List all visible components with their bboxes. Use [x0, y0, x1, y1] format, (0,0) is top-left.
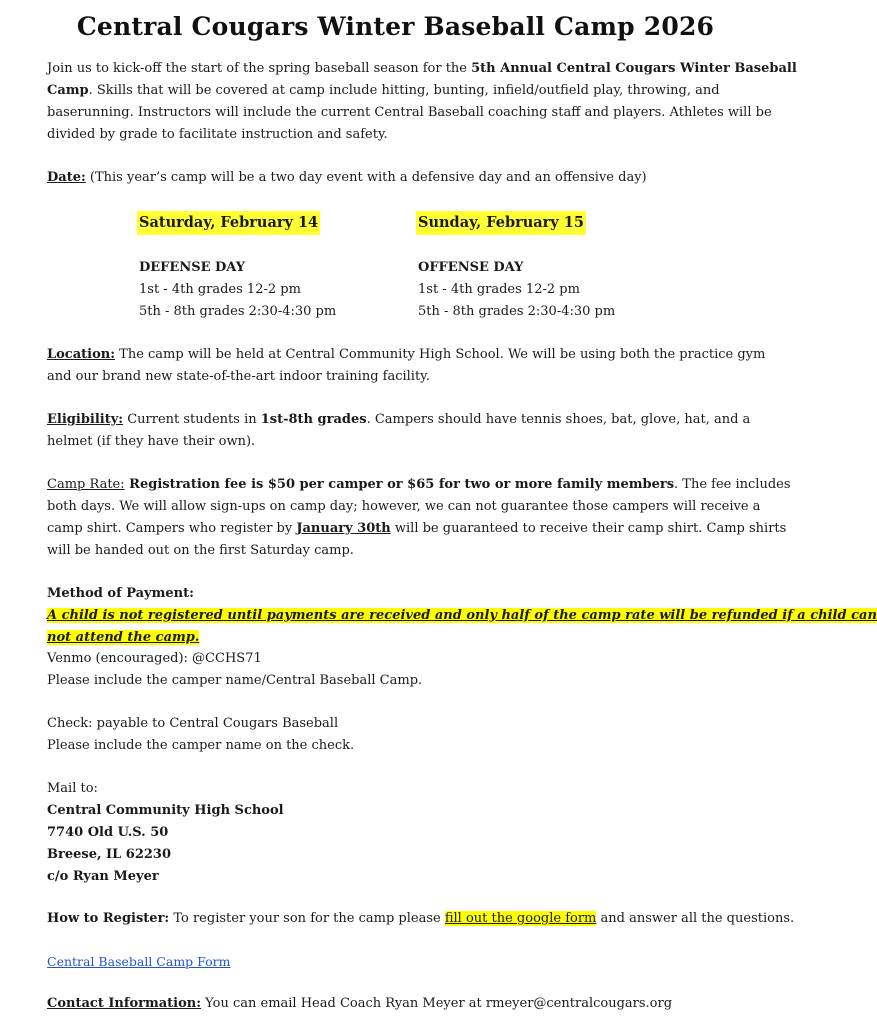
form-link-line	[47, 951, 747, 973]
date-line	[47, 167, 747, 189]
camp-rate-text: . The fee includes	[674, 477, 791, 492]
page-title: Central Cougars Winter Baseball Camp 2026	[76, 12, 715, 41]
location-line-2: and our brand new state-of-the-art indoor training facility.	[47, 369, 430, 384]
payment-warning-line-2	[47, 627, 747, 649]
camp-rate-deadline: January 30th	[296, 521, 391, 536]
camp-rate-line-2: both days. We will allow sign-ups on camp day; however, we can not guarantee those campers will receive a	[47, 499, 761, 514]
eligibility-grades: 1st-8th grades	[260, 412, 367, 427]
camp-rate-text: will be guaranteed to receive their camp shirt. Camp shirts	[390, 521, 787, 536]
intro-line-3: baserunning. Instructors will include the current Central Baseball coaching staff and players. Athletes will be	[47, 105, 772, 120]
contact-text: You can email Head Coach Ryan Meyer at rmeyer@centralcougars.org	[201, 996, 673, 1011]
register-line	[47, 908, 795, 930]
venmo-note: Please include the camper name/Central Baseball Camp.	[47, 673, 423, 688]
offense-day-label: OFFENSE DAY	[418, 260, 524, 275]
register-label: How to Register:	[47, 911, 170, 926]
camp-rate-fee: Registration fee is $50 per camper or $65 for two or more family members	[124, 477, 675, 492]
intro-line-1	[47, 58, 797, 80]
date-label: Date:	[47, 170, 86, 185]
eligibility-text: . Campers should have tennis shoes, bat, glove, hat, and a	[366, 412, 751, 427]
payment-warning-line-1	[47, 605, 877, 627]
eligibility-line-1	[47, 409, 751, 431]
check-line: Check: payable to Central Cougars Baseball	[47, 716, 339, 731]
mail-line-1: Central Community High School	[47, 803, 284, 818]
intro-text: . Skills that will be covered at camp include hitting, bunting, infield/outfield play, throwing, and	[88, 83, 720, 98]
offense-slot-1: 1st - 4th grades 12-2 pm	[418, 282, 580, 297]
camp-rate-line-3	[47, 518, 787, 540]
contact-label: Contact Information:	[47, 996, 202, 1011]
payment-warning-text: not attend the camp.	[47, 630, 200, 645]
eligibility-line-2: helmet (if they have their own).	[47, 434, 256, 449]
contact-line	[47, 993, 747, 1015]
venmo-line: Venmo (encouraged): @CCHS71	[47, 651, 262, 666]
intro-line-2	[47, 80, 747, 102]
register-text: and answer all the questions.	[596, 911, 795, 926]
location-text: The camp will be held at Central Community High School. We will be using both the practice gym	[115, 347, 766, 362]
location-label: Location:	[47, 347, 116, 362]
register-text: To register your son for the camp please	[169, 911, 445, 926]
camp-rate-line-1	[47, 474, 791, 496]
camp-form-link[interactable]: Central Baseball Camp Form	[47, 954, 231, 969]
intro-line-4: divided by grade to facilitate instruction and safety.	[47, 127, 388, 142]
camp-rate-line-4: will be handed out on the first Saturday camp.	[47, 543, 354, 558]
google-form-link[interactable]: fill out the google form	[444, 911, 597, 926]
eligibility-text: Current students in	[123, 412, 261, 427]
defense-day-label: DEFENSE DAY	[139, 260, 246, 275]
date-text: (This year’s camp will be a two day event with a defensive day and an offensive day)	[85, 170, 647, 185]
sunday-heading: Sunday, February 15	[416, 211, 586, 235]
camp-rate-text: camp shirt. Campers who register by	[47, 521, 297, 536]
offense-slot-2: 5th - 8th grades 2:30-4:30 pm	[418, 304, 616, 319]
intro-camp-word: Camp	[47, 83, 89, 98]
check-note: Please include the camper name on the check.	[47, 738, 355, 753]
mail-line-2: 7740 Old U.S. 50	[47, 825, 169, 840]
defense-slot-1: 1st - 4th grades 12-2 pm	[139, 282, 301, 297]
eligibility-label: Eligibility:	[47, 412, 124, 427]
payment-label: Method of Payment:	[47, 586, 194, 601]
mail-line-4: c/o Ryan Meyer	[47, 869, 159, 884]
mail-line-3: Breese, IL 62230	[47, 847, 171, 862]
payment-warning-text: A child is not registered until payments are received and only half of the camp rate will be refunded if a child can	[47, 608, 877, 623]
saturday-heading: Saturday, February 14	[137, 211, 320, 235]
mail-label: Mail to:	[47, 781, 98, 796]
intro-camp-name: 5th Annual Central Cougars Winter Baseball	[471, 61, 797, 76]
location-line-1	[47, 344, 766, 366]
intro-text: Join us to kick-off the start of the spring baseball season for the	[47, 61, 472, 76]
camp-rate-label: Camp Rate:	[47, 477, 125, 492]
defense-slot-2: 5th - 8th grades 2:30-4:30 pm	[139, 304, 337, 319]
